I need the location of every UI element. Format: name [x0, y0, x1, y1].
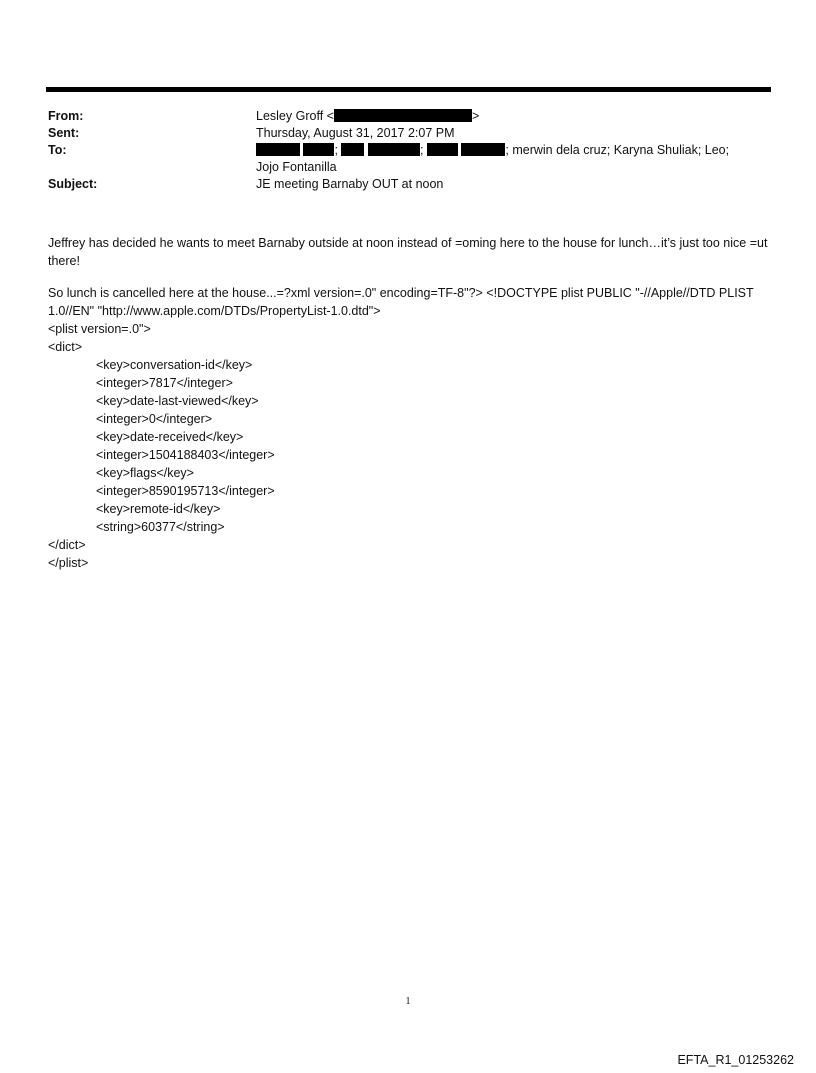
- to-row: [48, 142, 773, 176]
- redaction-block: [341, 143, 364, 156]
- redaction-block: [334, 109, 472, 122]
- body-paragraph-2-text: So lunch is cancelled here at the house...=?xml version=.0" encoding=TF-8"?> <!DOCTYPE plist PUBLIC "-//Apple//DTD PLIST 1.0//EN" "http://www.apple.com/DTDs/PropertyList-1.0.dtd">: [48, 286, 754, 318]
- plist-line: <integer>0</integer>: [96, 412, 213, 426]
- to-value: [256, 142, 773, 176]
- plist-line: <key>date-last-viewed</key>: [96, 394, 259, 408]
- sent-value: Thursday, August 31, 2017 2:07 PM: [256, 126, 455, 140]
- redaction-block: [368, 143, 420, 156]
- header-rule: [46, 87, 771, 92]
- to-recipients-line2: Jojo Fontanilla: [256, 160, 337, 174]
- plist-line: <string>60377</string>: [96, 520, 225, 534]
- subject-row: [48, 176, 773, 193]
- plist-block: [48, 320, 768, 572]
- plist-line: </plist>: [48, 556, 89, 570]
- sent-label: Sent:: [48, 126, 80, 140]
- plist-line: </dict>: [48, 538, 86, 552]
- email-header: [48, 108, 773, 193]
- plist-line: <plist version=.0">: [48, 322, 151, 336]
- to-separator: ;: [419, 143, 424, 157]
- from-label: From:: [48, 109, 84, 123]
- from-value: [256, 108, 773, 125]
- subject-value: JE meeting Barnaby OUT at noon: [256, 177, 444, 191]
- page-number: 1: [405, 996, 411, 1007]
- plist-line: <key>date-received</key>: [96, 430, 244, 444]
- to-recipients: ; merwin dela cruz; Karyna Shuliak; Leo;: [505, 143, 730, 157]
- plist-line: <integer>8590195713</integer>: [96, 484, 275, 498]
- plist-line: <integer>1504188403</integer>: [96, 448, 275, 462]
- redaction-block: [461, 143, 505, 156]
- sent-row: [48, 125, 773, 142]
- redaction-block: [256, 143, 300, 156]
- body-paragraph-1: Jeffrey has decided he wants to meet Barnaby outside at noon instead of =oming here to the house for lunch…it’s just too nice =ut there!: [48, 236, 768, 268]
- redaction-block: [427, 143, 458, 156]
- email-body: [48, 234, 768, 572]
- subject-label: Subject:: [48, 177, 98, 191]
- plist-line: <integer>7817</integer>: [96, 376, 233, 390]
- to-label: To:: [48, 143, 67, 157]
- from-name: Lesley Groff <: [256, 109, 334, 123]
- plist-line: <key>remote-id</key>: [96, 502, 221, 516]
- to-separator: ;: [334, 143, 338, 157]
- document-id: EFTA_R1_01253262: [677, 1053, 794, 1067]
- redaction-block: [303, 143, 334, 156]
- from-row: [48, 108, 773, 125]
- plist-line: <key>conversation-id</key>: [96, 358, 253, 372]
- body-paragraph-2: [48, 284, 768, 572]
- plist-line: <dict>: [48, 340, 83, 354]
- from-suffix: >: [471, 109, 480, 123]
- plist-line: <key>flags</key>: [96, 466, 194, 480]
